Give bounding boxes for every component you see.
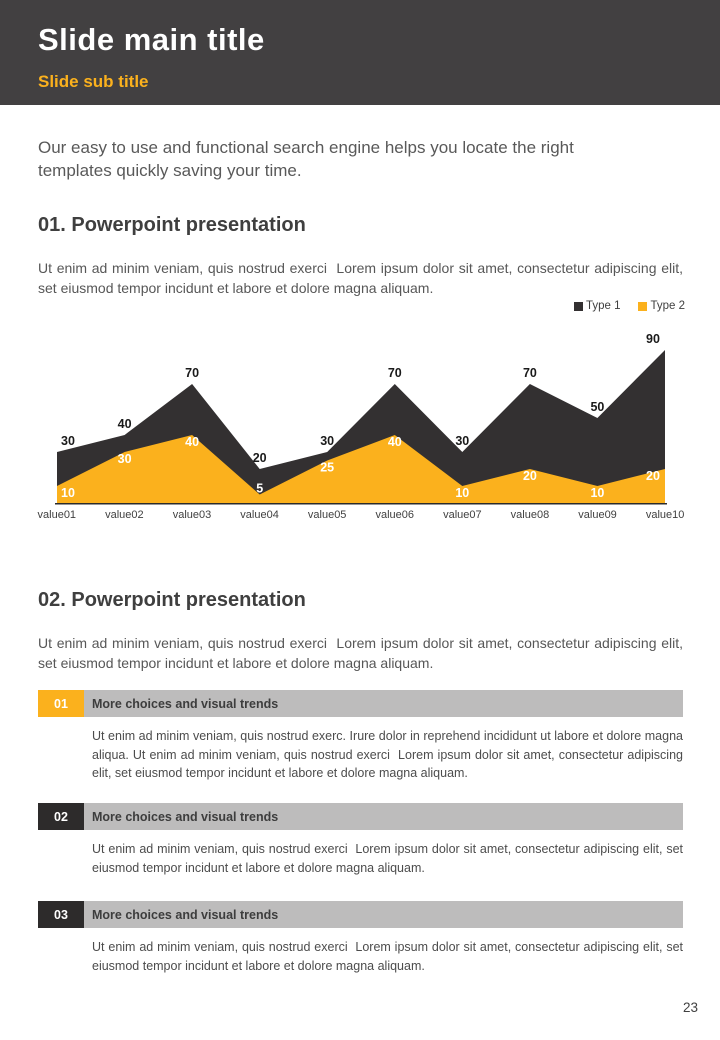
data-label-series1-value08: 70 bbox=[522, 366, 537, 380]
area-chart bbox=[0, 318, 720, 508]
data-label-series2-value01: 10 bbox=[61, 486, 75, 500]
page-number: 23 bbox=[682, 1000, 698, 1015]
data-label-series1-value01: 30 bbox=[61, 434, 75, 448]
legend-label-type1: Type 1 bbox=[585, 300, 621, 312]
list-item-01 bbox=[38, 690, 683, 783]
data-label-series2-value08: 20 bbox=[522, 469, 537, 483]
legend-item-type1 bbox=[574, 300, 621, 312]
list-item-03 bbox=[38, 901, 683, 975]
chart-x-axis-labels bbox=[23, 509, 699, 521]
data-label-series1-value10: 90 bbox=[646, 332, 660, 346]
list-item-01-title: More choices and visual trends bbox=[92, 696, 279, 711]
data-label-series2-value02: 30 bbox=[117, 452, 132, 466]
data-label-series1-value06: 70 bbox=[387, 366, 402, 380]
x-label-value06: value06 bbox=[375, 509, 415, 521]
list-item-02-title: More choices and visual trends bbox=[92, 809, 279, 824]
x-label-value08: value08 bbox=[510, 509, 550, 521]
data-label-series1-value04: 20 bbox=[252, 451, 267, 465]
list-item-03-bar bbox=[38, 901, 683, 928]
legend-item-type2 bbox=[638, 300, 685, 312]
list-item-03-number-badge: 03 bbox=[38, 901, 84, 928]
x-label-value10: value10 bbox=[645, 509, 685, 521]
x-label-value02: value02 bbox=[105, 509, 144, 521]
intro-paragraph: Our easy to use and functional search engine helps you locate the right templates quickly saving your time. bbox=[38, 138, 574, 180]
x-label-value07: value07 bbox=[443, 509, 482, 521]
list-item-03-body: Ut enim ad minim veniam, quis nostrud exerci Lorem ipsum dolor sit amet, consectetur adipiscing elit, set eiusmod tempor incidunt et labore et dolore magna aliquam. bbox=[92, 940, 683, 973]
slide-main-title: Slide main title bbox=[38, 22, 265, 57]
section-1-body: Ut enim ad minim veniam, quis nostrud exerci Lorem ipsum dolor sit amet, consectetur adipiscing elit, set eiusmod tempor incidunt et labore et dolore magna aliquam. bbox=[38, 260, 683, 297]
data-label-series2-value06: 40 bbox=[387, 435, 402, 449]
list-item-01-body: Ut enim ad minim veniam, quis nostrud exerc. Irure dolor in reprehend incididunt ut labore et dolore magna aliqua. Ut enim ad minim veniam, quis nostrud exerci Lorem ipsum dolor sit amet, consectetur adipiscing elit, set eiusmod tempor incidunt et labore et dolore magna aliquam. bbox=[92, 729, 683, 780]
x-label-value04: value04 bbox=[240, 509, 279, 521]
data-label-series2-value05: 25 bbox=[320, 460, 335, 475]
section-1-heading: 01. Powerpoint presentation bbox=[38, 214, 306, 236]
list-item-02-bar bbox=[38, 803, 683, 830]
list-item-03-title: More choices and visual trends bbox=[92, 907, 279, 922]
data-label-series2-value07: 10 bbox=[455, 486, 470, 500]
list-item-01-number-badge: 01 bbox=[38, 690, 84, 717]
data-label-series1-value03: 70 bbox=[185, 366, 200, 380]
list-item-02 bbox=[38, 803, 683, 877]
data-label-series1-value07: 30 bbox=[455, 434, 470, 448]
section-2-heading: 02. Powerpoint presentation bbox=[38, 589, 306, 611]
data-label-series2-value09: 10 bbox=[590, 486, 605, 500]
x-label-value05: value05 bbox=[307, 509, 347, 521]
list-item-01-bar bbox=[38, 690, 683, 717]
chart-legend bbox=[574, 300, 685, 312]
data-label-series2-value04: 5 bbox=[256, 481, 264, 496]
list-item-02-number-badge: 02 bbox=[38, 803, 84, 830]
data-label-series1-value02: 40 bbox=[117, 417, 132, 431]
list-item-02-body: Ut enim ad minim veniam, quis nostrud exerci Lorem ipsum dolor sit amet, consectetur adipiscing elit, set eiusmod tempor incidunt et labore et dolore magna aliquam. bbox=[92, 842, 683, 875]
data-label-series1-value05: 30 bbox=[320, 434, 335, 448]
x-label-value09: value09 bbox=[578, 509, 617, 521]
slide-sub-title: Slide sub title bbox=[38, 72, 149, 91]
slide-header bbox=[0, 0, 720, 105]
section-2-body: Ut enim ad minim veniam, quis nostrud exerci Lorem ipsum dolor sit amet, consectetur adipiscing elit, set eiusmod tempor incidunt et labore et dolore magna aliquam. bbox=[38, 635, 683, 672]
legend-swatch-type2-icon bbox=[638, 302, 647, 311]
legend-swatch-type1-icon bbox=[574, 302, 583, 311]
legend-label-type2: Type 2 bbox=[650, 300, 685, 312]
x-label-value01: value01 bbox=[37, 509, 77, 521]
data-label-series1-value09: 50 bbox=[590, 400, 605, 414]
x-label-value03: value03 bbox=[172, 509, 212, 521]
data-label-series2-value10: 20 bbox=[646, 469, 660, 483]
data-label-series2-value03: 40 bbox=[185, 435, 200, 449]
